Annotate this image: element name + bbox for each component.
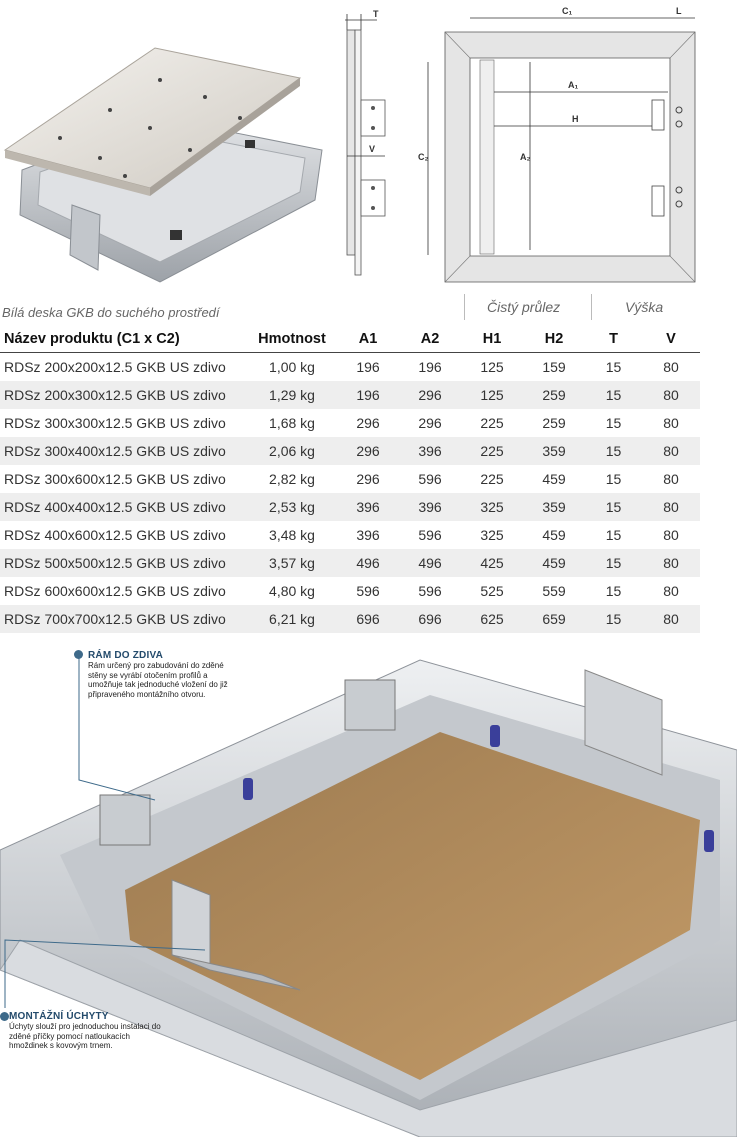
cell-a1: 396 — [356, 527, 380, 543]
dim-label-l: L — [676, 6, 682, 16]
cell-product-name: RDSz 500x500x12.5 GKB US zdivo — [0, 549, 247, 577]
cell-product-name: RDSz 300x600x12.5 GKB US zdivo — [4, 471, 226, 487]
dim-label-v: V — [369, 144, 376, 154]
cell-t: 15 — [585, 605, 642, 633]
cell-h2: 459 — [542, 527, 566, 543]
cell-h2: 659 — [523, 605, 585, 633]
cell-product-name: RDSz 400x600x12.5 GKB US zdivo — [4, 527, 226, 543]
cell-h2: 459 — [542, 471, 566, 487]
cell-v: 80 — [642, 549, 700, 577]
cell-weight: 4,80 kg — [269, 583, 315, 599]
table-row — [0, 605, 700, 633]
cell-a1: 296 — [337, 437, 399, 465]
cell-product-name: RDSz 300x400x12.5 GKB US zdivo — [0, 437, 247, 465]
cell-a2: 396 — [399, 437, 461, 465]
dim-label-a2: A₂ — [520, 152, 531, 162]
dim-label-c2: C₂ — [418, 152, 429, 162]
cell-h2: 159 — [542, 359, 566, 375]
cell-weight: 3,57 kg — [247, 549, 337, 577]
cell-a2: 196 — [418, 359, 442, 375]
spec-table — [0, 326, 700, 633]
cell-product-name: RDSz 200x200x12.5 GKB US zdivo — [4, 359, 226, 375]
dim-label-c1: C₁ — [562, 6, 573, 16]
cell-t: 15 — [605, 415, 622, 431]
cell-t: 15 — [585, 381, 642, 409]
cell-weight: 1,68 kg — [269, 415, 315, 431]
cell-v: 80 — [663, 415, 679, 431]
product-caption: Bílá deska GKB do suchého prostředí — [2, 305, 220, 320]
cell-v: 80 — [642, 437, 700, 465]
cell-a1: 596 — [356, 583, 380, 599]
cell-t: 15 — [605, 583, 622, 599]
cell-weight: 2,06 kg — [247, 437, 337, 465]
side-section-drawing — [335, 0, 395, 290]
cell-product-name: RDSz 200x300x12.5 GKB US zdivo — [0, 381, 247, 409]
dim-label-a1: A₁ — [568, 80, 579, 90]
table-row — [0, 381, 700, 409]
cell-a1: 196 — [337, 381, 399, 409]
cell-weight: 2,53 kg — [247, 493, 337, 521]
cell-h2: 259 — [542, 415, 566, 431]
cell-h1: 625 — [461, 605, 523, 633]
cell-a2: 696 — [399, 605, 461, 633]
dim-label-h: H — [572, 114, 579, 124]
cell-a2: 296 — [399, 381, 461, 409]
group-separator — [464, 294, 465, 320]
cell-h1: 325 — [480, 527, 504, 543]
cell-a2: 396 — [399, 493, 461, 521]
column-header-weight: Hmotnost — [247, 326, 337, 353]
cell-v: 80 — [642, 381, 700, 409]
cell-product-name: RDSz 300x300x12.5 GKB US zdivo — [4, 415, 226, 431]
table-row — [0, 465, 700, 493]
cell-t: 15 — [585, 493, 642, 521]
table-row — [0, 409, 700, 437]
cell-v: 80 — [642, 605, 700, 633]
cell-a1: 696 — [337, 605, 399, 633]
cell-t: 15 — [585, 549, 642, 577]
column-header-t: T — [585, 326, 642, 353]
cell-weight: 6,21 kg — [247, 605, 337, 633]
table-row — [0, 353, 700, 382]
callout-marker — [74, 650, 83, 659]
cell-v: 80 — [663, 359, 679, 375]
cell-a2: 296 — [418, 415, 442, 431]
cell-a2: 596 — [418, 527, 442, 543]
dim-label-t: T — [373, 9, 379, 19]
cell-v: 80 — [642, 493, 700, 521]
cell-weight: 1,00 kg — [269, 359, 315, 375]
cell-t: 15 — [605, 527, 622, 543]
column-header-a1: A1 — [337, 326, 399, 353]
cell-product-name: RDSz 400x400x12.5 GKB US zdivo — [0, 493, 247, 521]
column-header-a2: A2 — [399, 326, 461, 353]
cell-v: 80 — [663, 527, 679, 543]
cell-h2: 359 — [523, 437, 585, 465]
cell-v: 80 — [663, 583, 679, 599]
cell-product-name: RDSz 600x600x12.5 GKB US zdivo — [4, 583, 226, 599]
cell-a2: 596 — [418, 471, 442, 487]
callout-frame-title: RÁM DO ZDIVA — [88, 650, 163, 661]
cell-h1: 125 — [461, 381, 523, 409]
front-view-drawing — [410, 0, 737, 290]
table-row — [0, 577, 700, 605]
group-label-height: Výška — [625, 299, 664, 315]
cell-h1: 325 — [461, 493, 523, 521]
cell-a1: 396 — [337, 493, 399, 521]
cell-h1: 425 — [461, 549, 523, 577]
column-header-h2: H2 — [523, 326, 585, 353]
cell-t: 15 — [585, 437, 642, 465]
cell-h1: 225 — [480, 471, 504, 487]
cell-weight: 2,82 kg — [269, 471, 315, 487]
cell-h1: 225 — [480, 415, 504, 431]
cell-h2: 359 — [523, 493, 585, 521]
table-row — [0, 437, 700, 465]
cell-t: 15 — [605, 471, 622, 487]
cell-a1: 196 — [356, 359, 380, 375]
cell-a2: 596 — [418, 583, 442, 599]
callout-mount — [9, 1011, 169, 1051]
group-separator — [591, 294, 592, 320]
cell-h2: 459 — [523, 549, 585, 577]
cell-product-name: RDSz 700x700x12.5 GKB US zdivo — [0, 605, 247, 633]
cell-h1: 125 — [480, 359, 504, 375]
callout-marker — [0, 1012, 9, 1021]
top-illustrations — [0, 0, 737, 300]
cell-h2: 559 — [542, 583, 566, 599]
cell-a2: 496 — [399, 549, 461, 577]
cell-t: 15 — [605, 359, 622, 375]
cell-a1: 496 — [337, 549, 399, 577]
column-header-name: Název produktu (C1 x C2) — [0, 326, 247, 353]
cell-a1: 296 — [356, 471, 380, 487]
callout-mount-text: Úchyty slouží pro jednoduchou instalaci do zděné příčky pomocí natloukacích hmoždinek s kovovým trnem. — [9, 1022, 161, 1050]
table-row — [0, 549, 700, 577]
callout-frame — [88, 650, 243, 699]
cell-h1: 525 — [480, 583, 504, 599]
table-row — [0, 521, 700, 549]
callout-mount-title: MONTÁŽNÍ ÚCHYTY — [9, 1011, 109, 1022]
cell-weight: 1,29 kg — [247, 381, 337, 409]
table-row — [0, 493, 700, 521]
cell-a1: 296 — [356, 415, 380, 431]
table-header-row — [0, 326, 700, 353]
cell-h2: 259 — [523, 381, 585, 409]
callout-frame-text: Rám určený pro zabudování do zděné stěny se vyrábí otočením profilů a umožňuje tak jednoduché vložení do již připraveného montážního otvoru. — [88, 661, 228, 699]
product-photo — [0, 0, 335, 295]
cell-h1: 225 — [461, 437, 523, 465]
group-label-clear-opening: Čistý průlez — [487, 299, 561, 315]
column-header-v: V — [642, 326, 700, 353]
column-header-h1: H1 — [461, 326, 523, 353]
cell-v: 80 — [663, 471, 679, 487]
cell-weight: 3,48 kg — [269, 527, 315, 543]
frame-detail-render — [0, 640, 737, 1137]
